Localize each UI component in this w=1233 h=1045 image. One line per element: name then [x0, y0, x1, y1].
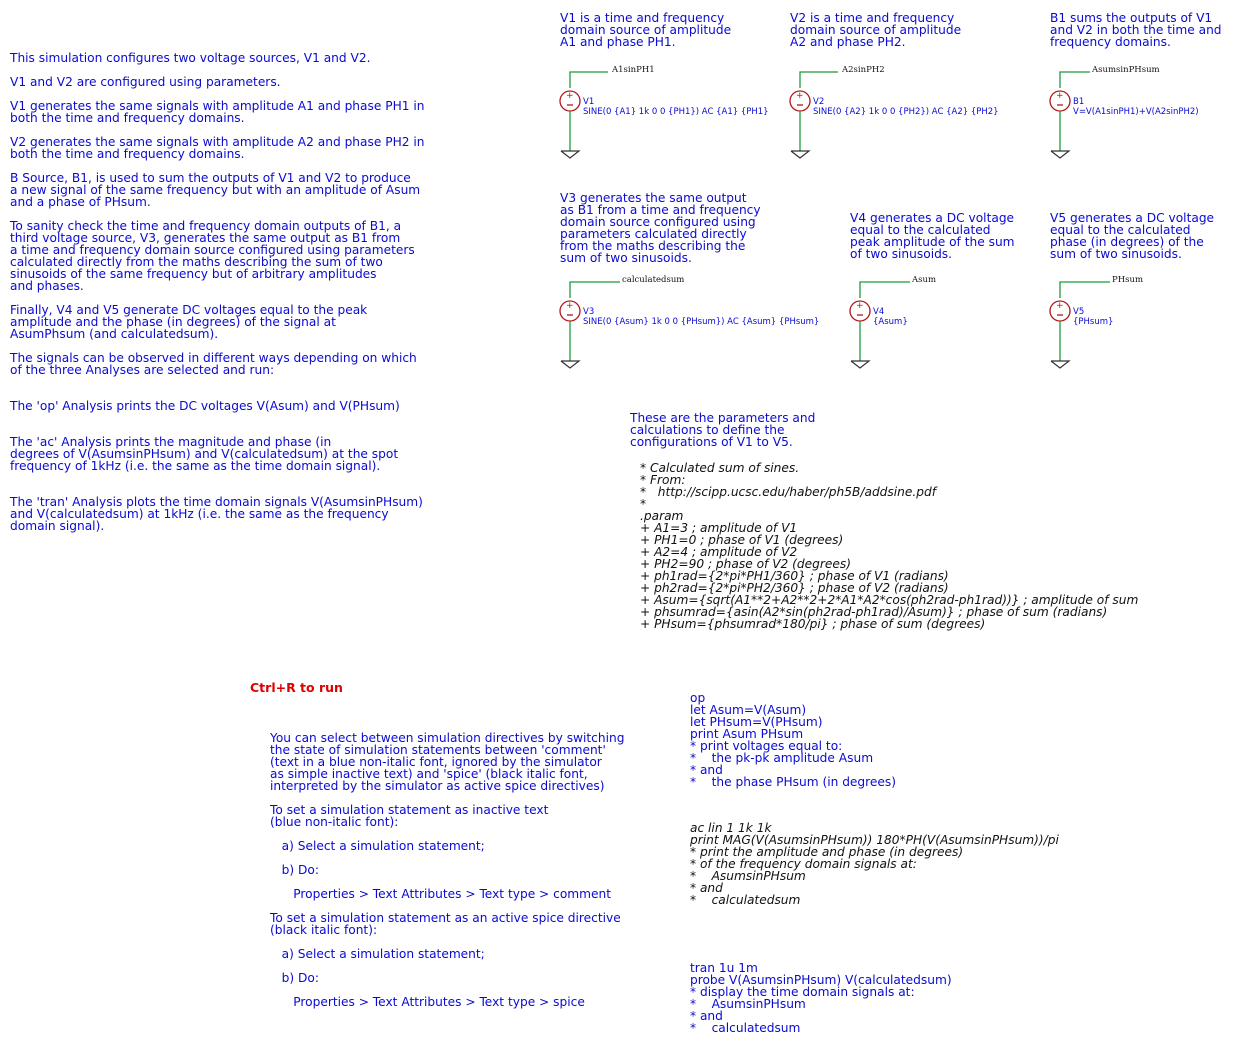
v3-net-label: calculatedsum — [622, 275, 685, 285]
description-line: amplitude and the phase (in degrees) of the signal at — [10, 315, 336, 329]
v4-note[interactable]: V4 generates a DC voltage equal to the calculated peak amplitude of the sum of two sinusoids. — [850, 211, 1015, 261]
svg-text:+: + — [566, 301, 574, 311]
description-line: and phases. — [10, 279, 84, 293]
v2-net-label: A2sinPH2 — [842, 65, 885, 75]
description-line: Finally, V4 and V5 generate DC voltages equal to the peak — [10, 303, 368, 317]
v1-source[interactable] — [560, 65, 769, 158]
svg-text:+: + — [1056, 91, 1064, 101]
description-line: sinusoids of the same frequency but of arbitrary amplitudes — [10, 267, 377, 281]
v5-net-label: PHsum — [1112, 275, 1144, 285]
instructions-text[interactable]: You can select between simulation directives by switching the state of simulation statements between 'comment' (text in a blue non-italic font, ignored by the simulator as simple inactive text) and 'spice' (black italic font, interpreted by the simulator as active spice directives) To set a simulation statement as inactive text (blue non-italic font): a) Select a simulation statement; b) Do: Properties > Text Attributes > Text type > comment To set a simulation statement as an active spice directive (black italic font): a) Select a simulation statement; b) Do: Properties > Text Attributes > Text type > spice — [270, 731, 625, 1009]
description-line: AsumPhsum (and calculatedsum). — [10, 327, 219, 341]
description-line: To sanity check the time and frequency domain outputs of B1, a — [10, 219, 402, 233]
v4-value-label: {Asum} — [873, 317, 908, 327]
v4-ref-label: V4 — [873, 307, 885, 317]
v2-note[interactable]: V2 is a time and frequency domain source of amplitude A2 and phase PH2. — [790, 11, 962, 49]
description-line: The signals can be observed in different ways depending on which — [10, 351, 417, 365]
v2-value-label: SINE(0 {A2} 1k 0 0 {PH2}) AC {A2} {PH2} — [813, 107, 999, 117]
description-line: V1 and V2 are configured using parameters. — [10, 75, 281, 89]
v3-ref-label: V3 — [583, 307, 595, 317]
b1-value-label: V=V(A1sinPH1)+V(A2sinPH2) — [1073, 107, 1199, 117]
description-line: both the time and frequency domains. — [10, 147, 245, 161]
svg-text:+: + — [796, 91, 804, 101]
ac-statement[interactable]: ac lin 1 1k 1k print MAG(V(AsumsinPHsum)) 180*PH(V(AsumsinPHsum))/pi * print the amplitude and phase (in degrees) * of the frequency domain signals at: * AsumsinPHsum * and * calculatedsum — [690, 821, 1059, 907]
description-line: calculated directly from the maths describing the sum of two — [10, 255, 383, 269]
v3-note[interactable]: V3 generates the same output as B1 from a time and frequency domain source configured using parameters calculated directly from the maths describing the sum of two sinusoids. — [560, 191, 761, 265]
schematic-canvas — [0, 0, 1233, 400]
description-line: a new signal of the same frequency but with an amplitude of Asum — [10, 183, 421, 197]
v2-source[interactable] — [790, 65, 999, 158]
v5-source[interactable] — [1050, 275, 1143, 368]
description-line: third voltage source, V3, generates the same output as B1 from — [10, 231, 401, 245]
v1-net-label: A1sinPH1 — [612, 65, 655, 75]
description-line: and a phase of PHsum. — [10, 195, 151, 209]
v1-note[interactable]: V1 is a time and frequency domain source of amplitude A1 and phase PH1. — [560, 11, 732, 49]
v2-ref-label: V2 — [813, 97, 825, 107]
description-line: V1 generates the same signals with amplitude A1 and phase PH1 in — [10, 99, 425, 113]
params-note[interactable]: These are the parameters and calculations to define the configurations of V1 to V5. — [630, 411, 816, 449]
ac-analysis-note: The 'ac' Analysis prints the magnitude and phase (in degrees of V(AsumsinPHsum) and V(calculatedsum) at the spot frequency of 1kHz (i.e. the same as the time domain signal). — [10, 435, 399, 473]
v4-net-label: Asum — [912, 275, 937, 285]
b1-net-label: AsumsinPHsum — [1092, 65, 1160, 75]
b1-source[interactable] — [1050, 65, 1199, 158]
b1-ref-label: B1 — [1073, 97, 1085, 107]
description-line: a time and frequency domain source configured using parameters — [10, 243, 415, 257]
description-line: V2 generates the same signals with amplitude A2 and phase PH2 in — [10, 135, 425, 149]
description-line: B Source, B1, is used to sum the outputs of V1 and V2 to produce — [10, 171, 411, 185]
description-line: of the three Analyses are selected and run: — [10, 363, 275, 377]
op-statement[interactable]: op let Asum=V(Asum) let PHsum=V(PHsum) print Asum PHsum * print voltages equal to: * the pk-pk amplitude Asum * and * the phase PHsum (in degrees) — [690, 691, 897, 789]
description-line: both the time and frequency domains. — [10, 111, 245, 125]
svg-text:+: + — [566, 91, 574, 101]
tran-statement[interactable]: tran 1u 1m probe V(AsumsinPHsum) V(calculatedsum) * display the time domain signals at: * AsumsinPHsum * and * calculatedsum — [690, 961, 952, 1035]
v5-note[interactable]: V5 generates a DC voltage equal to the calculated phase (in degrees) of the sum of two sinusoids. — [1050, 211, 1215, 261]
run-hint: Ctrl+R to run — [250, 680, 343, 695]
v4-source[interactable] — [850, 275, 936, 368]
v3-value-label: SINE(0 {Asum} 1k 0 0 {PHsum}) AC {Asum} {PHsum} — [583, 317, 820, 327]
v1-ref-label: V1 — [583, 97, 595, 107]
description-line: This simulation configures two voltage sources, V1 and V2. — [10, 51, 371, 65]
svg-text:+: + — [1056, 301, 1064, 311]
tran-analysis-note: The 'tran' Analysis plots the time domain signals V(AsumsinPHsum) and V(calculatedsum) at 1kHz (i.e. the same as the frequency domain signal). — [10, 495, 423, 533]
v1-value-label: SINE(0 {A1} 1k 0 0 {PH1}) AC {A1} {PH1} — [583, 107, 769, 117]
v5-value-label: {PHsum} — [1073, 317, 1114, 327]
v3-source[interactable] — [560, 275, 819, 368]
op-analysis-note: The 'op' Analysis prints the DC voltages V(Asum) and V(PHsum) — [10, 399, 400, 413]
b1-note[interactable]: B1 sums the outputs of V1 and V2 in both the time and frequency domains. — [1050, 11, 1222, 49]
param-directive[interactable]: * Calculated sum of sines. * From: * http://scipp.ucsc.edu/haber/ph5B/addsine.pdf * .param + A1=3 ; amplitude of V1 + PH1=0 ; phase of V1 (degrees) + A2=4 ; amplitude of V2 + PH2=90 ; phase of V2 (degrees) + ph1rad={2*pi*PH1/360} ; phase of V1 (radians) + ph2rad={2*pi*PH2/360} ; phase of V2 (radians) + Asum={sqrt(A1**2+A2**2+2*A1*A2*cos(ph2rad-ph1rad))} ; amplitude of sum + phsumrad={asin(A2*sin(ph2rad-ph1rad)/Asum)} ; phase of sum (radians) + PHsum={phsumrad*180/pi} ; phase of sum (degrees) — [640, 461, 1139, 631]
svg-text:+: + — [856, 301, 864, 311]
v5-ref-label: V5 — [1073, 307, 1085, 317]
